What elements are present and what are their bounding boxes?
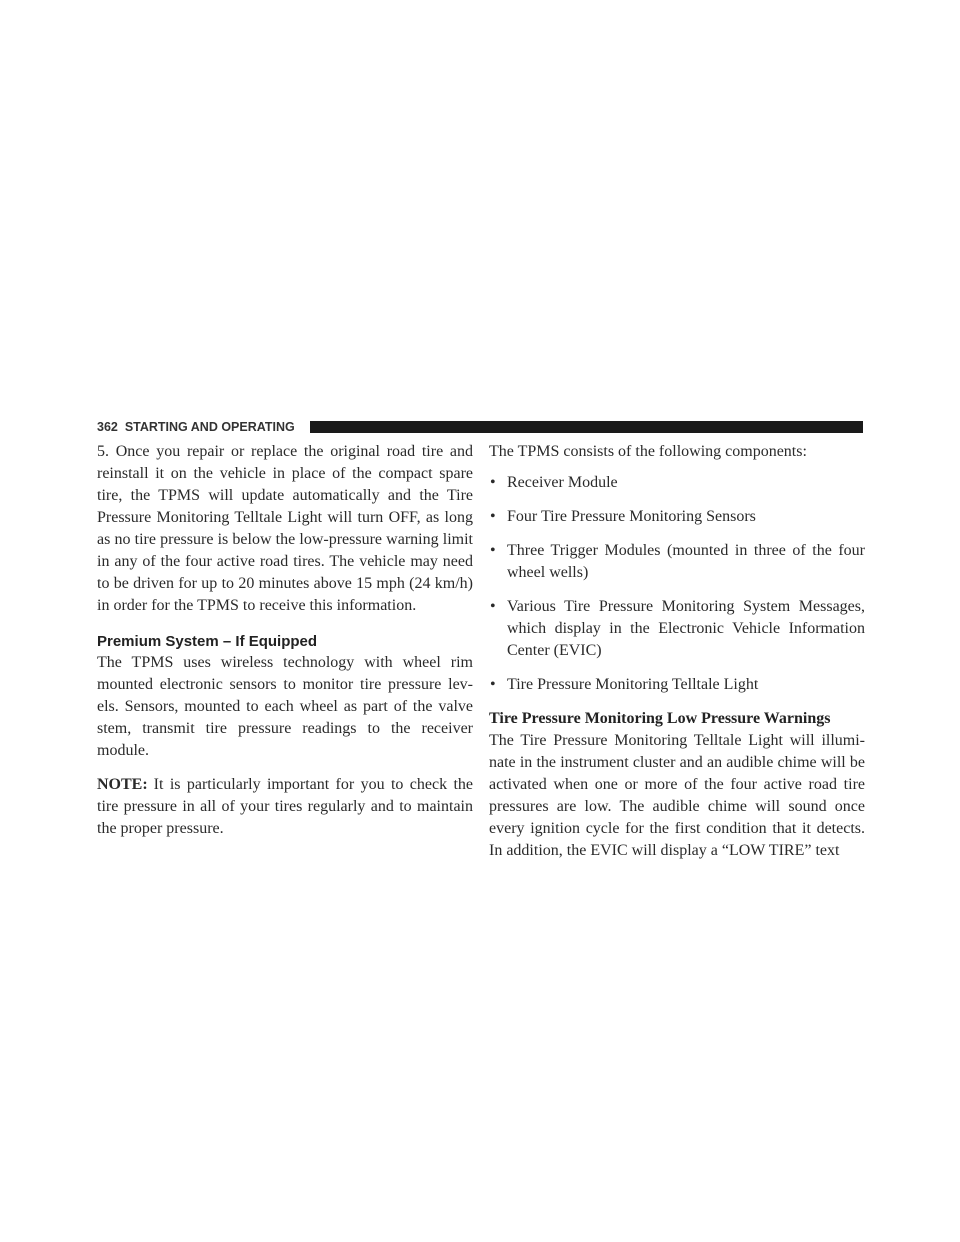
list-item-text: Tire Pressure Monitoring Telltale Light <box>507 676 759 693</box>
list-item <box>489 674 865 696</box>
paragraph-step-5: 5. Once you repair or replace the original road tire and reinstall it on the vehicle in place of the compact spare tire, the TPMS will update automatically and the Tire Pressure Monitoring Telltale Light will turn OFF, as long as no tire pressure is below the low-pressure warning limit in any of the four active road tires. The vehicle may need to be driven for up to 20 minutes above 15 mph (24 km/h) in order for the TPMS to receive this information. <box>97 443 473 614</box>
components-list <box>489 472 865 696</box>
list-item-text: Four Tire Pressure Monitoring Sensors <box>507 508 756 525</box>
section-title: STARTING AND OPERATING <box>124 420 295 434</box>
bullet-icon: • <box>490 508 496 525</box>
paragraph-low-pressure-warnings: The Tire Pressure Monitoring Telltale Light will illumi-nate in the instrument cluster and an audible chime will be activated when one or more of the four active road tire pressures are low. The audible chime will sound once every ignition cycle for the first condition that it detects. In addition, the EVIC will display a “LOW TIRE” text <box>489 732 865 859</box>
list-item-text: Three Trigger Modules (mounted in three of the four wheel wells) <box>507 542 865 581</box>
list-item-text: Receiver Module <box>507 474 618 491</box>
bullet-icon: • <box>490 598 496 615</box>
note-paragraph <box>97 774 473 840</box>
paragraph-premium-system: The TPMS uses wireless technology with wheel rim mounted electronic sensors to monitor tire pressure lev-els. Sensors, mounted to each wheel as part of the valve stem, transmit tire pressure readings to the receiver module. <box>97 654 473 759</box>
components-intro: The TPMS consists of the following components: <box>489 443 807 460</box>
note-label: NOTE: <box>97 776 148 793</box>
list-item-text: Various Tire Pressure Monitoring System Messages, which display in the Electronic Vehicle Information Center (EVIC) <box>507 598 865 659</box>
bullet-icon: • <box>490 474 496 491</box>
page-header-text <box>97 419 295 435</box>
list-item <box>489 472 865 494</box>
page-header <box>97 419 863 435</box>
list-item <box>489 540 865 584</box>
bullet-icon: • <box>490 542 496 559</box>
header-rule <box>310 421 863 433</box>
bullet-icon: • <box>490 676 496 693</box>
list-item <box>489 506 865 528</box>
note-text: It is particularly important for you to check the tire pressure in all of your tires regularly and to maintain the proper pressure. <box>97 776 473 837</box>
section-heading-low-pressure-warnings: Tire Pressure Monitoring Low Pressure Warnings <box>489 710 831 727</box>
section-heading-premium-system: Premium System – If Equipped <box>97 633 318 650</box>
list-item <box>489 596 865 662</box>
right-column <box>489 441 865 862</box>
page-number: 362 <box>97 420 118 434</box>
left-column <box>97 441 473 840</box>
